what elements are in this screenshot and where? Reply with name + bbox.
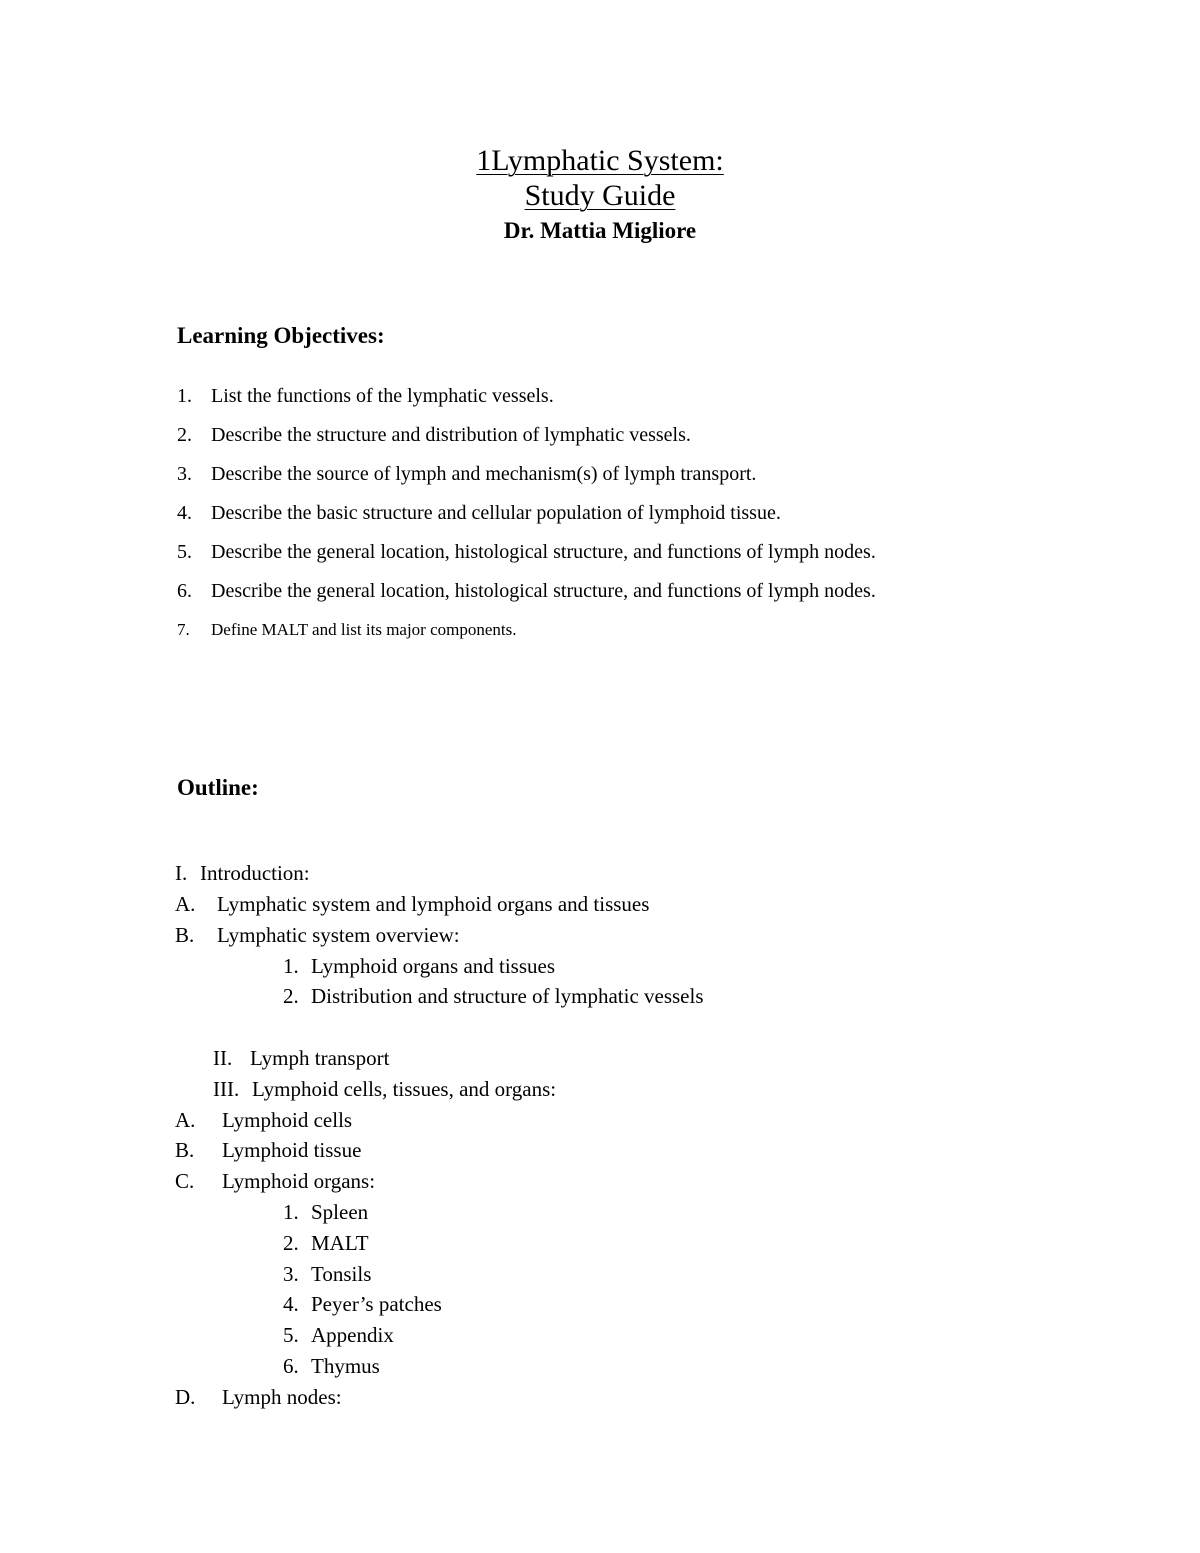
outline-sub-number: 5. (283, 1323, 299, 1347)
objective-text: List the functions of the lymphatic vessels. (211, 385, 554, 407)
outline-sub-text: Appendix (311, 1323, 394, 1347)
outline-sub-number: 6. (283, 1354, 299, 1378)
objective-number: 1. (177, 385, 192, 407)
objective-number: 5. (177, 541, 192, 563)
outline-sub-number: 4. (283, 1292, 299, 1316)
objective-number: 4. (177, 502, 192, 524)
author-name: Dr. Mattia Migliore (503, 218, 697, 243)
objective-text: Describe the basic structure and cellular population of lymphoid tissue. (211, 502, 781, 524)
document-subtitle: Study Guide (524, 179, 676, 212)
outline-letter: B. (175, 1138, 195, 1162)
outline-item-text: Lymphoid cells (222, 1108, 353, 1132)
objective-number: 2. (177, 424, 192, 446)
outline-letter: D. (175, 1385, 196, 1409)
outline-item-text: Lymphatic system and lymphoid organs and tissues (217, 892, 650, 916)
outline-sub-text: Peyer’s patches (311, 1292, 442, 1316)
outline-item-text: Lymphatic system overview: (217, 923, 460, 947)
objective-text: Describe the structure and distribution of lymphatic vessels. (211, 424, 691, 446)
objectives-heading: Learning Objectives: (177, 323, 385, 348)
objective-text: Describe the source of lymph and mechanism(s) of lymph transport. (211, 463, 757, 485)
outline-heading: Outline: (177, 775, 259, 800)
outline-section-title: Lymph transport (250, 1046, 390, 1070)
objective-number: 3. (177, 463, 192, 485)
objective-text: Define MALT and list its major components. (211, 620, 517, 639)
outline-sub-text: Spleen (311, 1200, 369, 1224)
outline-roman-numeral: I. (175, 861, 188, 885)
outline-section-title: Introduction: (200, 861, 310, 885)
outline-sub-text: Tonsils (311, 1262, 372, 1286)
outline-sub-number: 2. (283, 984, 299, 1008)
outline-sub-text: Thymus (311, 1354, 380, 1378)
outline-section-title: Lymphoid cells, tissues, and organs: (252, 1077, 557, 1101)
objective-number: 7. (177, 620, 190, 639)
outline-letter: A. (175, 1108, 196, 1132)
outline-letter: A. (175, 892, 196, 916)
outline-letter: B. (175, 923, 195, 947)
outline-item-text: Lymphoid organs: (222, 1169, 376, 1193)
outline-sub-text: Lymphoid organs and tissues (311, 954, 556, 978)
objective-text: Describe the general location, histological structure, and functions of lymph nodes. (211, 541, 876, 563)
outline-roman-numeral: II. (213, 1046, 233, 1070)
outline-sub-text: MALT (311, 1231, 369, 1255)
objective-number: 6. (177, 580, 192, 602)
document-title: 1Lymphatic System: (476, 144, 724, 177)
outline-sub-number: 1. (283, 1200, 299, 1224)
outline-sub-text: Distribution and structure of lymphatic vessels (311, 984, 704, 1008)
outline-item-text: Lymphoid tissue (222, 1138, 362, 1162)
outline-sub-number: 2. (283, 1231, 299, 1255)
outline-letter: C. (175, 1169, 195, 1193)
outline-roman-numeral: III. (213, 1077, 240, 1101)
objective-text: Describe the general location, histological structure, and functions of lymph nodes. (211, 580, 876, 602)
outline-sub-number: 3. (283, 1262, 299, 1286)
outline-sub-number: 1. (283, 954, 299, 978)
outline-item-text: Lymph nodes: (222, 1385, 342, 1409)
